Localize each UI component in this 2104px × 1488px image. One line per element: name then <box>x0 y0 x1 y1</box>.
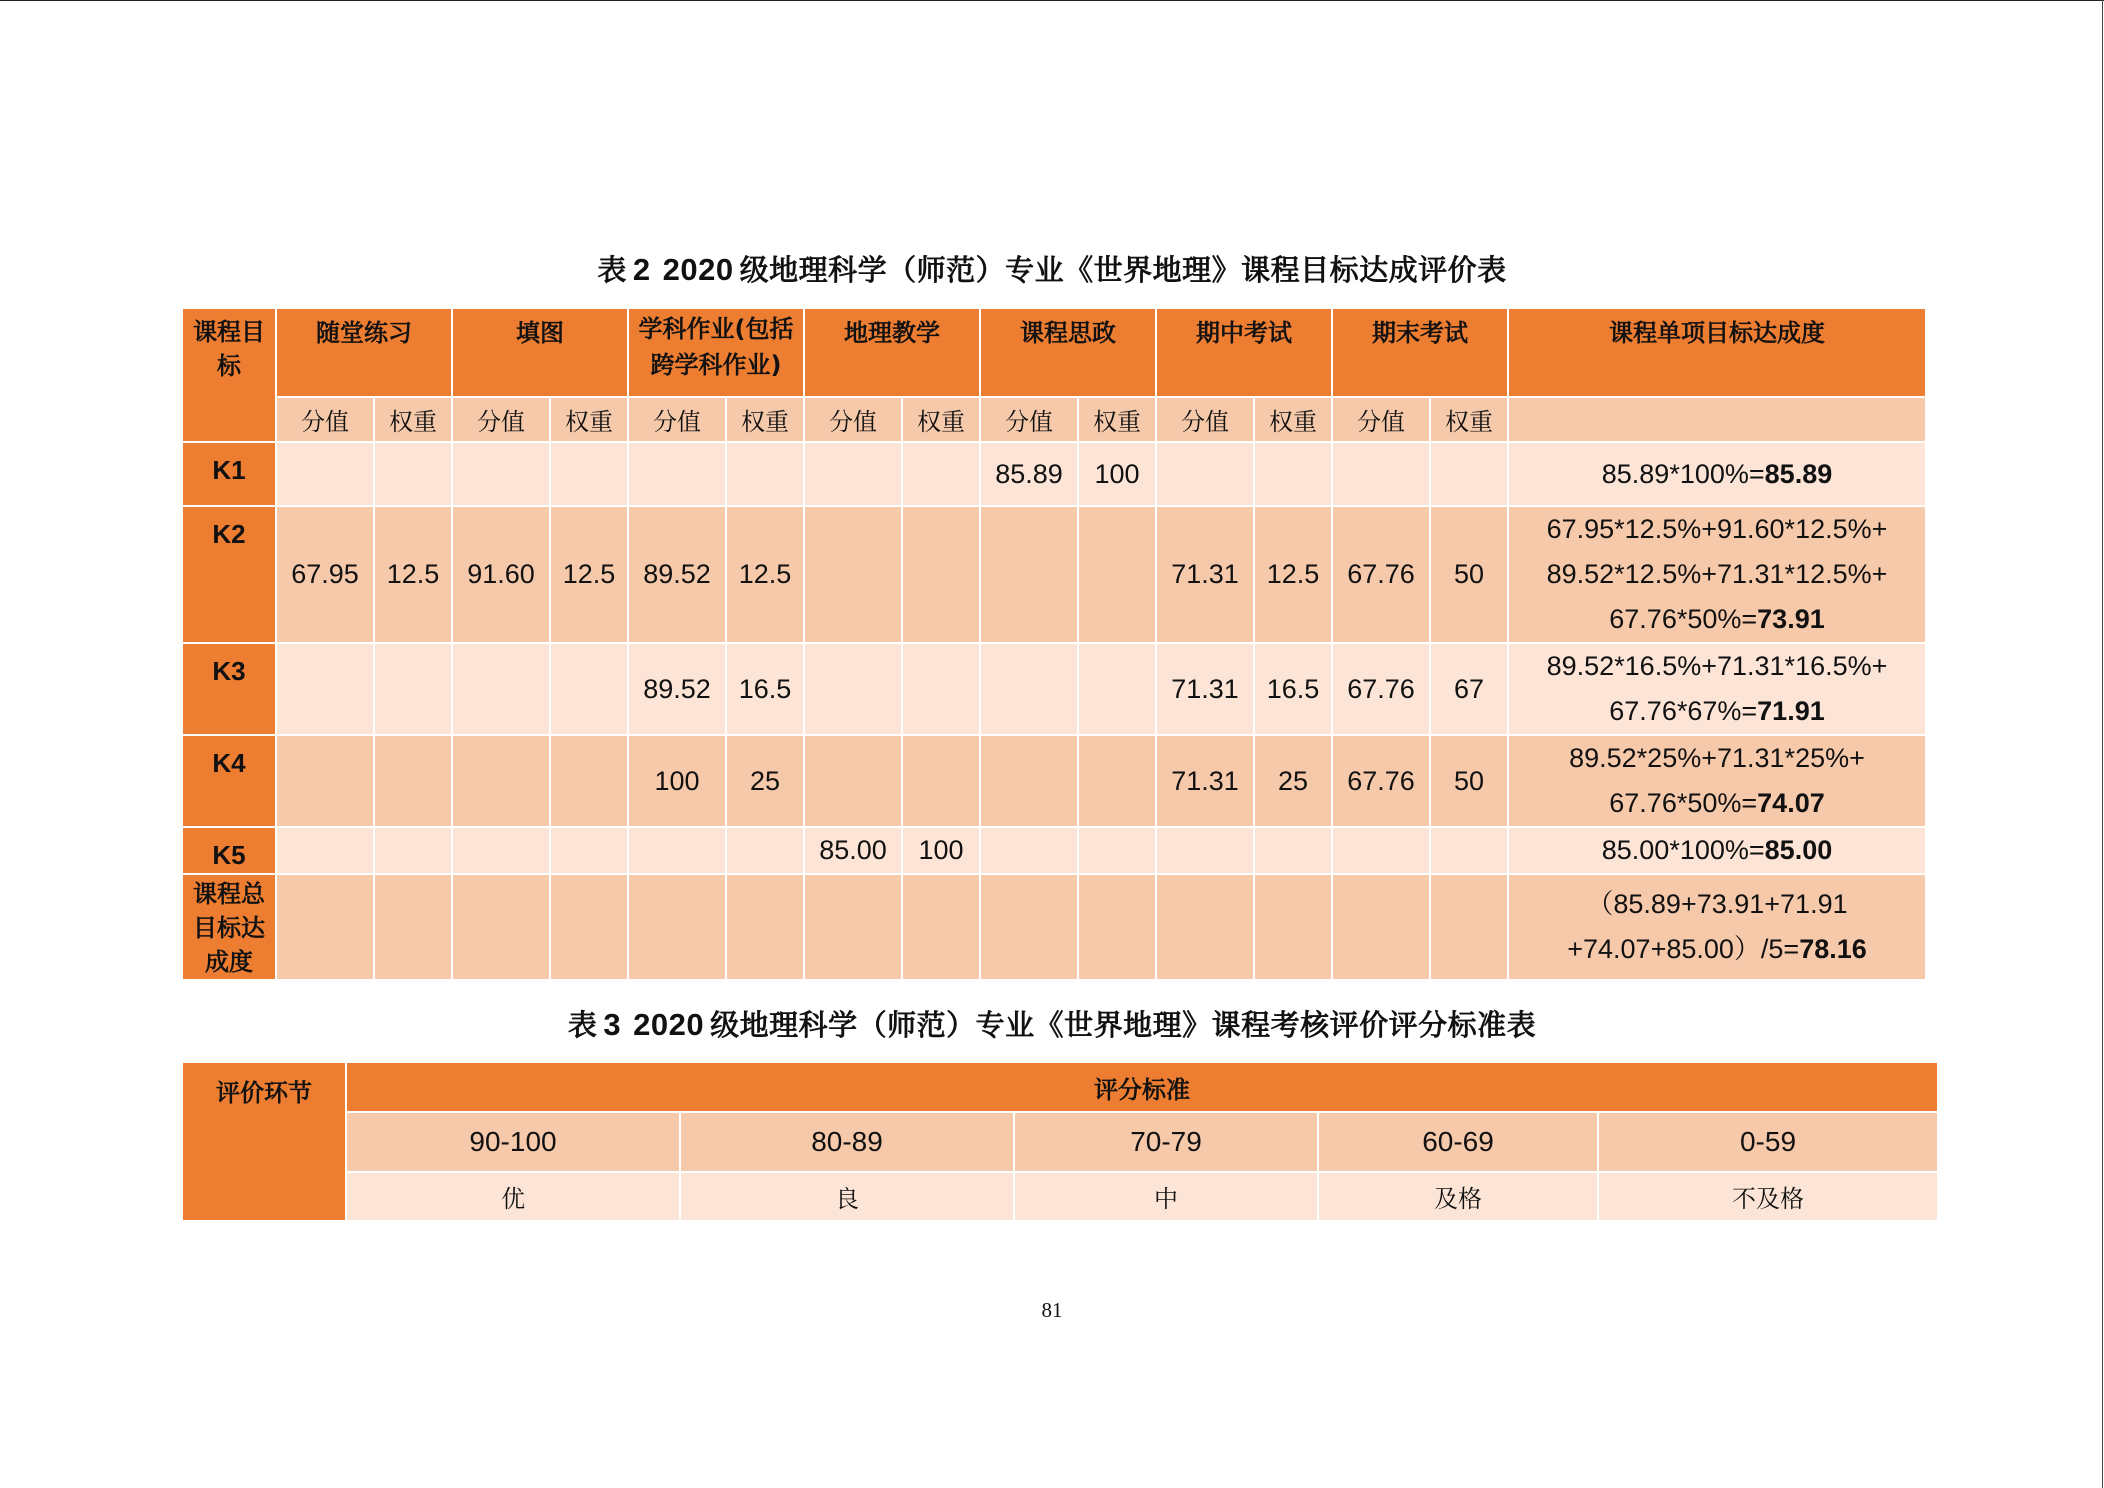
score-cell: 71.31 <box>1156 643 1254 735</box>
score-cell <box>452 643 550 735</box>
score-cell: 89.52 <box>628 643 726 735</box>
weight-cell <box>902 506 980 643</box>
achievement-result: 78.16 <box>1799 934 1867 964</box>
score-cell <box>980 506 1078 643</box>
achievement-result: 71.91 <box>1757 696 1825 726</box>
weight-cell <box>550 874 628 980</box>
score-cell <box>980 827 1078 874</box>
weight-cell <box>902 735 980 827</box>
header-group-3: 地理教学 <box>804 308 980 397</box>
score-cell <box>452 735 550 827</box>
header-group-0: 随堂练习 <box>276 308 452 397</box>
weight-cell <box>1254 874 1332 980</box>
score-cell: 91.60 <box>452 506 550 643</box>
score-range: 80-89 <box>680 1112 1014 1172</box>
header-group-5: 期中考试 <box>1156 308 1332 397</box>
weight-cell: 67 <box>1430 643 1508 735</box>
weight-cell: 12.5 <box>726 506 804 643</box>
subheader-weight: 权重 <box>902 397 980 442</box>
weight-cell: 16.5 <box>726 643 804 735</box>
formula-line: 67.76*50%= <box>1609 788 1758 818</box>
row-label: K5 <box>182 827 276 874</box>
weight-cell <box>374 735 452 827</box>
formula-line: 89.52*12.5%+71.31*12.5%+ <box>1546 559 1888 589</box>
weight-cell <box>1078 506 1156 643</box>
score-cell <box>980 874 1078 980</box>
grade-level: 及格 <box>1318 1172 1598 1221</box>
score-cell <box>276 643 374 735</box>
table-row <box>182 506 1926 643</box>
grade-level: 优 <box>346 1172 680 1221</box>
weight-cell: 12.5 <box>374 506 452 643</box>
weight-cell <box>1254 442 1332 506</box>
score-range: 0-59 <box>1598 1112 1938 1172</box>
weight-cell <box>550 735 628 827</box>
score-cell <box>628 827 726 874</box>
grade-level: 不及格 <box>1598 1172 1938 1221</box>
table2-caption <box>0 248 2104 289</box>
score-cell <box>628 442 726 506</box>
score-cell <box>452 874 550 980</box>
table-row <box>182 442 1926 506</box>
subheader-score: 分值 <box>452 397 550 442</box>
score-cell <box>1332 442 1430 506</box>
score-cell <box>1332 874 1430 980</box>
weight-cell: 50 <box>1430 735 1508 827</box>
score-cell: 67.76 <box>1332 643 1430 735</box>
weight-cell: 25 <box>726 735 804 827</box>
weight-cell <box>902 643 980 735</box>
formula-line: 89.52*25%+71.31*25%+ <box>1569 743 1865 773</box>
weight-cell <box>902 874 980 980</box>
weight-cell <box>550 827 628 874</box>
weight-cell: 25 <box>1254 735 1332 827</box>
weight-cell <box>1430 874 1508 980</box>
row-label: K2 <box>182 506 276 643</box>
achievement-formula <box>1508 735 1926 827</box>
header-course-goal: 课程目标 <box>182 308 276 442</box>
formula-line: 67.76*50%= <box>1609 604 1758 634</box>
weight-cell: 50 <box>1430 506 1508 643</box>
table3-caption-prefix: 表 <box>567 1008 598 1042</box>
right-border-line <box>2102 0 2103 1488</box>
achievement-result: 85.00 <box>1764 835 1833 865</box>
grading-standard-table <box>181 1061 1939 1222</box>
row-label: K4 <box>182 735 276 827</box>
achievement-formula <box>1508 442 1926 506</box>
table3-caption <box>0 1003 2104 1044</box>
score-cell <box>276 442 374 506</box>
score-cell: 71.31 <box>1156 735 1254 827</box>
score-cell: 100 <box>628 735 726 827</box>
formula-line: 67.95*12.5%+91.60*12.5%+ <box>1546 514 1888 544</box>
score-cell <box>980 735 1078 827</box>
score-cell <box>980 643 1078 735</box>
achievement-formula <box>1508 874 1926 980</box>
subheader-blank <box>1508 397 1926 442</box>
weight-cell: 12.5 <box>1254 506 1332 643</box>
score-cell <box>276 874 374 980</box>
score-cell <box>276 827 374 874</box>
score-cell <box>804 506 902 643</box>
weight-cell: 100 <box>1078 442 1156 506</box>
formula-line: 67.76*67%= <box>1609 696 1758 726</box>
subheader-weight: 权重 <box>1254 397 1332 442</box>
score-cell: 85.89 <box>980 442 1078 506</box>
subheader-row <box>182 397 1926 442</box>
table-row <box>182 735 1926 827</box>
subheader-score: 分值 <box>1332 397 1430 442</box>
achievement-result: 74.07 <box>1757 788 1825 818</box>
header-result: 课程单项目标达成度 <box>1508 308 1926 397</box>
row-label: K3 <box>182 643 276 735</box>
weight-cell <box>726 827 804 874</box>
subheader-score: 分值 <box>804 397 902 442</box>
score-cell: 85.00 <box>804 827 902 874</box>
formula-line: 85.89*100%= <box>1601 458 1765 489</box>
weight-cell <box>374 874 452 980</box>
weight-cell <box>726 874 804 980</box>
score-cell: 71.31 <box>1156 506 1254 643</box>
table2-caption-year: 2020 <box>662 252 734 287</box>
score-cell: 67.76 <box>1332 735 1430 827</box>
header-group-2: 学科作业(包括跨学科作业) <box>628 308 804 397</box>
table2-caption-prefix: 表 <box>597 253 627 287</box>
row-label: 课程总目标达成度 <box>182 874 276 980</box>
subheader-score: 分值 <box>628 397 726 442</box>
table-row <box>182 874 1926 980</box>
achievement-formula <box>1508 827 1926 874</box>
row-label: K1 <box>182 442 276 506</box>
score-cell <box>804 643 902 735</box>
subheader-weight: 权重 <box>374 397 452 442</box>
score-range-row <box>182 1112 1938 1172</box>
score-cell <box>804 874 902 980</box>
header-group-4: 课程思政 <box>980 308 1156 397</box>
subheader-weight: 权重 <box>1078 397 1156 442</box>
weight-cell <box>1430 827 1508 874</box>
score-cell <box>1332 827 1430 874</box>
table3-caption-year: 2020 <box>633 1007 705 1042</box>
score-cell: 67.76 <box>1332 506 1430 643</box>
score-cell: 89.52 <box>628 506 726 643</box>
course-goal-evaluation-table <box>181 307 1927 981</box>
weight-cell <box>1078 735 1156 827</box>
subheader-score: 分值 <box>1156 397 1254 442</box>
weight-cell <box>550 643 628 735</box>
weight-cell <box>1078 827 1156 874</box>
table3-caption-text: 级地理科学（师范）专业《世界地理》课程考核评价评分标准表 <box>710 1008 1537 1042</box>
header-grading-standard: 评分标准 <box>346 1062 1938 1112</box>
weight-cell: 16.5 <box>1254 643 1332 735</box>
weight-cell <box>374 643 452 735</box>
score-cell <box>804 442 902 506</box>
formula-line: （85.89+73.91+71.91 <box>1586 889 1848 919</box>
achievement-result: 73.91 <box>1757 604 1825 634</box>
top-border-line <box>0 0 2104 1</box>
score-range: 90-100 <box>346 1112 680 1172</box>
score-range: 70-79 <box>1014 1112 1318 1172</box>
subheader-score: 分值 <box>980 397 1078 442</box>
weight-cell: 12.5 <box>550 506 628 643</box>
formula-line: +74.07+85.00）/5= <box>1567 934 1800 964</box>
score-cell <box>628 874 726 980</box>
weight-cell: 100 <box>902 827 980 874</box>
grade-level: 良 <box>680 1172 1014 1221</box>
header-evaluation-stage: 评价环节 <box>182 1062 346 1221</box>
table-row <box>182 643 1926 735</box>
formula-line: 85.00*100%= <box>1601 835 1765 865</box>
weight-cell <box>1078 874 1156 980</box>
score-cell <box>1156 442 1254 506</box>
weight-cell <box>374 442 452 506</box>
table2-caption-text: 级地理科学（师范）专业《世界地理》课程目标达成评价表 <box>739 253 1507 287</box>
table-row <box>182 827 1926 874</box>
weight-cell <box>374 827 452 874</box>
score-cell <box>1156 827 1254 874</box>
header-group-6: 期末考试 <box>1332 308 1508 397</box>
weight-cell <box>902 442 980 506</box>
score-cell <box>276 735 374 827</box>
score-cell <box>804 735 902 827</box>
formula-line: 89.52*16.5%+71.31*16.5%+ <box>1546 651 1888 681</box>
score-cell <box>1156 874 1254 980</box>
subheader-score: 分值 <box>276 397 374 442</box>
score-cell <box>452 827 550 874</box>
subheader-weight: 权重 <box>550 397 628 442</box>
score-cell: 67.95 <box>276 506 374 643</box>
weight-cell <box>550 442 628 506</box>
table2-caption-num: 2 <box>632 252 651 287</box>
header-group-1: 填图 <box>452 308 628 397</box>
grade-level: 中 <box>1014 1172 1318 1221</box>
weight-cell <box>1430 442 1508 506</box>
achievement-formula <box>1508 506 1926 643</box>
table3-caption-num: 3 <box>603 1007 622 1042</box>
subheader-weight: 权重 <box>726 397 804 442</box>
weight-cell <box>1078 643 1156 735</box>
achievement-result: 85.89 <box>1764 458 1833 489</box>
weight-cell <box>1254 827 1332 874</box>
score-cell <box>452 442 550 506</box>
weight-cell <box>726 442 804 506</box>
score-range: 60-69 <box>1318 1112 1598 1172</box>
subheader-weight: 权重 <box>1430 397 1508 442</box>
grade-row <box>182 1172 1938 1221</box>
achievement-formula <box>1508 643 1926 735</box>
page-number: 81 <box>1041 1298 1063 1322</box>
